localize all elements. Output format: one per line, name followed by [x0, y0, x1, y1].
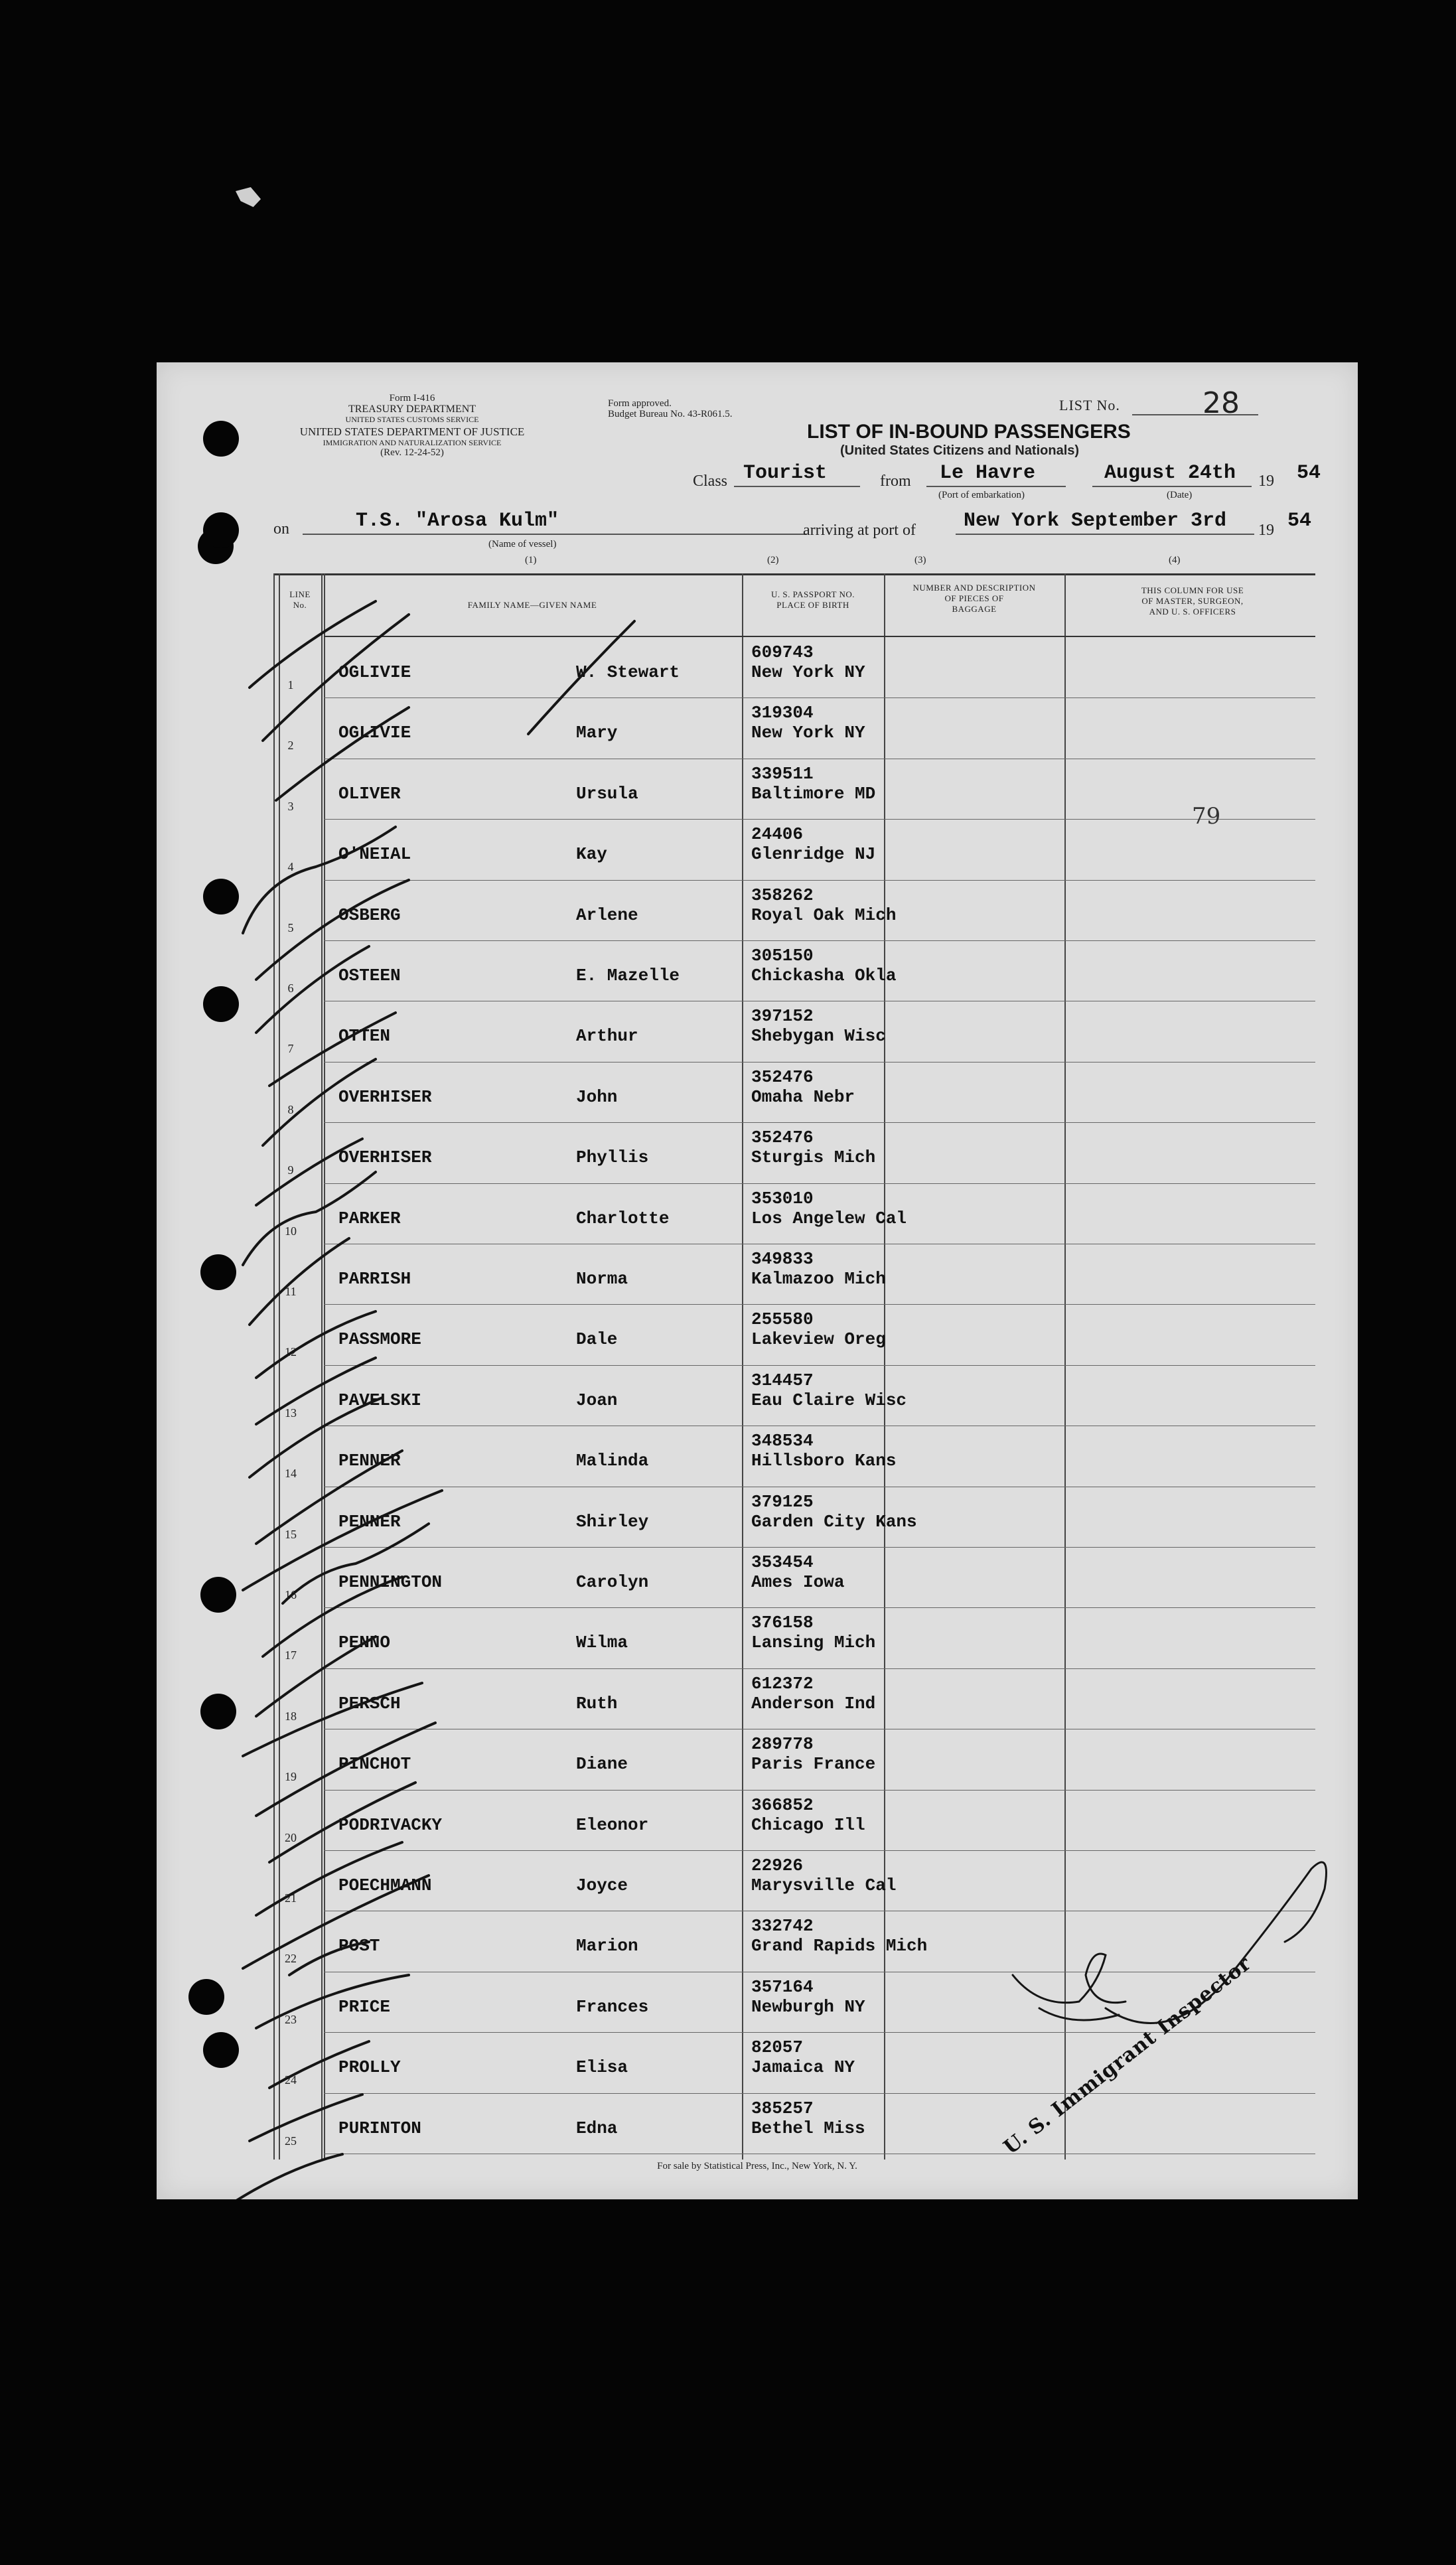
place-of-birth: Paris France: [751, 1754, 876, 1775]
family-name: PAVELSKI: [338, 1390, 421, 1410]
form-title: LIST OF IN-BOUND PASSENGERS: [807, 421, 1131, 443]
given-name: Shirley: [576, 1511, 649, 1532]
passport-number: 379125: [751, 1491, 814, 1512]
row-line-number: 15: [285, 1527, 297, 1541]
year-suffix: 54: [1297, 462, 1321, 484]
family-name: POECHMANN: [338, 1875, 432, 1895]
col-num-1: (1): [525, 555, 537, 565]
port-line: [926, 486, 1066, 487]
row-line-number: 9: [287, 1163, 294, 1177]
passenger-table: [273, 573, 1315, 2160]
given-name: Eleonor: [576, 1814, 649, 1835]
row-divider: [324, 2093, 1315, 2094]
family-name: OGLIVIE: [338, 662, 411, 682]
row-line-number: 22: [285, 1952, 297, 1966]
passport-number: 22926: [751, 1856, 804, 1875]
place-of-birth: Royal Oak Mich: [751, 905, 897, 925]
family-name: OSTEEN: [338, 966, 401, 986]
place-of-birth: Omaha Nebr: [751, 1086, 855, 1107]
row-line-number: 21: [285, 1891, 297, 1905]
family-name: PERSCH: [338, 1693, 401, 1714]
row-line-number: 17: [285, 1649, 297, 1662]
row-line-number: 7: [287, 1042, 294, 1056]
col-border: [324, 573, 325, 2160]
row-divider: [324, 1365, 1315, 1366]
form-subtitle: (United States Citizens and Nationals): [840, 443, 1080, 458]
header-name: FAMILY NAME—GIVEN NAME: [467, 600, 597, 610]
passport-number: 349833: [751, 1249, 814, 1269]
col-border: [884, 573, 885, 2160]
family-name: OSBERG: [338, 905, 401, 925]
treasury-dept: TREASURY DEPARTMENT: [348, 403, 476, 415]
passport-number: 353454: [751, 1552, 814, 1572]
family-name: POST: [338, 1936, 380, 1956]
handwritten-number: 79: [1192, 803, 1221, 830]
col-border: [742, 573, 743, 2160]
punch-hole: [188, 1979, 224, 2015]
col-num-3: (3): [914, 555, 926, 565]
passport-number: 82057: [751, 2037, 804, 2058]
col-num-2: (2): [767, 555, 779, 565]
punch-hole: [200, 1694, 236, 1729]
given-name: Kay: [576, 844, 607, 865]
passport-number: 305150: [751, 946, 814, 966]
row-line-number: 3: [287, 799, 294, 813]
justice-dept: UNITED STATES DEPARTMENT OF JUSTICE: [299, 425, 525, 438]
given-name: Ursula: [576, 783, 638, 804]
row-line-number: 18: [285, 1709, 297, 1723]
family-name: PRICE: [338, 1996, 391, 2017]
row-line-number: 23: [285, 2012, 297, 2026]
row-divider: [324, 1668, 1315, 1669]
date-caption: (Date): [1167, 490, 1193, 500]
vessel-line: [303, 534, 807, 535]
passport-number: 612372: [751, 1673, 814, 1694]
family-name: OGLIVIE: [338, 723, 411, 743]
arrival-line: [956, 534, 1254, 535]
header-passport: U. S. PASSPORT NO. PLACE OF BIRTH: [771, 589, 855, 610]
col-border: [1064, 573, 1066, 2160]
place-of-birth: Eau Claire Wisc: [751, 1390, 907, 1410]
list-no-value: 28: [1202, 386, 1240, 420]
given-name: Malinda: [576, 1451, 649, 1471]
place-of-birth: Lakeview Oreg: [751, 1329, 886, 1350]
passport-number: 348534: [751, 1431, 814, 1451]
row-line-number: 2: [287, 739, 294, 753]
row-line-number: 4: [287, 860, 294, 874]
date-value: August 24th: [1104, 462, 1236, 484]
vessel-value: T.S. "Arosa Kulm": [356, 510, 559, 532]
row-divider: [324, 1062, 1315, 1063]
row-divider: [324, 940, 1315, 941]
passport-number: 339511: [751, 763, 814, 784]
row-divider: [324, 1607, 1315, 1608]
passport-number: 332742: [751, 1916, 814, 1937]
port-caption: (Port of embarkation): [938, 490, 1025, 500]
passport-number: 397152: [751, 1006, 814, 1027]
row-line-number: 12: [285, 1345, 297, 1359]
row-divider: [324, 819, 1315, 820]
passport-number: 24406: [751, 824, 804, 845]
from-label: from: [880, 473, 911, 490]
family-name: O'NEIAL: [338, 844, 411, 865]
given-name: W. Stewart: [576, 662, 680, 682]
family-name: OTTEN: [338, 1026, 391, 1047]
budget-bureau: Budget Bureau No. 43-R061.5.: [608, 409, 733, 419]
family-name: PROLLY: [338, 2057, 401, 2078]
row-divider: [324, 1850, 1315, 1851]
arrival-year-prefix: 19: [1258, 522, 1274, 539]
row-line-number: 13: [285, 1406, 297, 1420]
punch-hole: [203, 986, 239, 1022]
punch-hole: [203, 879, 239, 915]
passport-number: 352476: [751, 1128, 814, 1148]
ins-service: IMMIGRATION AND NATURALIZATION SERVICE: [323, 438, 502, 447]
passport-number: 255580: [751, 1309, 814, 1330]
place-of-birth: Chicago Ill: [751, 1814, 865, 1835]
class-value: Tourist: [743, 462, 828, 484]
arrival-year-suffix: 54: [1287, 510, 1312, 532]
col-border: [273, 573, 275, 2160]
passport-number: 352476: [751, 1066, 814, 1087]
class-line: [734, 486, 860, 487]
place-of-birth: Sturgis Mich: [751, 1147, 876, 1168]
given-name: John: [576, 1086, 618, 1107]
given-name: Marion: [576, 1936, 638, 1956]
given-name: Frances: [576, 1996, 649, 2017]
place-of-birth: Bethel Miss: [751, 2118, 865, 2138]
passport-number: 319304: [751, 703, 814, 723]
row-line-number: 8: [287, 1102, 294, 1116]
port-value: Le Havre: [940, 462, 1036, 484]
class-label: Class: [693, 473, 728, 490]
footer-printer: For sale by Statistical Press, Inc., New York, N. Y.: [657, 2161, 857, 2171]
punch-hole: [203, 512, 239, 548]
given-name: Dale: [576, 1329, 618, 1350]
row-line-number: 24: [285, 2073, 297, 2087]
header-officers: THIS COLUMN FOR USE OF MASTER, SURGEON, AND U. S. OFFICERS: [1141, 585, 1244, 617]
family-name: PARRISH: [338, 1269, 411, 1289]
family-name: PASSMORE: [338, 1329, 421, 1350]
given-name: Joyce: [576, 1875, 628, 1895]
manifest-sheet: [157, 362, 1358, 2199]
revision-date: (Rev. 12-24-52): [380, 447, 444, 458]
place-of-birth: Anderson Ind: [751, 1693, 876, 1714]
row-divider: [324, 1790, 1315, 1791]
row-divider: [324, 1547, 1315, 1548]
given-name: Phyllis: [576, 1147, 649, 1168]
row-line-number: 10: [285, 1224, 297, 1238]
place-of-birth: Grand Rapids Mich: [751, 1936, 928, 1956]
header-baggage: NUMBER AND DESCRIPTION OF PIECES OF BAGGAGE: [912, 583, 1036, 614]
place-of-birth: Shebygan Wisc: [751, 1026, 886, 1047]
place-of-birth: Baltimore MD: [751, 783, 876, 804]
header-line-no: LINE No.: [289, 589, 311, 610]
punch-hole: [200, 1254, 236, 1290]
given-name: Diane: [576, 1754, 628, 1775]
on-label: on: [273, 520, 289, 538]
col-border: [321, 573, 323, 2160]
row-line-number: 6: [287, 982, 294, 995]
passport-number: 357164: [751, 1976, 814, 1997]
family-name: OVERHISER: [338, 1147, 432, 1168]
punch-hole: [203, 2032, 239, 2068]
place-of-birth: New York NY: [751, 662, 865, 682]
place-of-birth: Hillsboro Kans: [751, 1451, 897, 1471]
row-line-number: 1: [287, 678, 294, 692]
row-line-number: 16: [285, 1588, 297, 1601]
row-divider: [324, 1183, 1315, 1184]
given-name: Carolyn: [576, 1572, 649, 1592]
passport-number: 353010: [751, 1188, 814, 1209]
passport-number: 385257: [751, 2098, 814, 2118]
family-name: PINCHOT: [338, 1754, 411, 1775]
vessel-caption: (Name of vessel): [488, 539, 557, 550]
family-name: PURINTON: [338, 2118, 421, 2138]
given-name: Arlene: [576, 905, 638, 925]
family-name: PODRIVACKY: [338, 1814, 443, 1835]
punch-hole: [203, 421, 239, 457]
given-name: E. Mazelle: [576, 966, 680, 986]
place-of-birth: Jamaica NY: [751, 2057, 855, 2078]
customs-service: UNITED STATES CUSTOMS SERVICE: [345, 415, 479, 424]
arrival-value: New York September 3rd: [964, 510, 1227, 532]
family-name: PENNER: [338, 1511, 401, 1532]
form-approved: Form approved.: [608, 398, 672, 409]
form-number: Form I-416: [389, 393, 435, 403]
year-prefix: 19: [1258, 473, 1274, 490]
row-line-number: 14: [285, 1467, 297, 1481]
place-of-birth: Marysville Cal: [751, 1875, 897, 1895]
given-name: Mary: [576, 723, 618, 743]
given-name: Arthur: [576, 1026, 638, 1047]
family-name: PARKER: [338, 1208, 401, 1228]
table-top-border: [273, 573, 1315, 575]
place-of-birth: Glenridge NJ: [751, 844, 876, 865]
row-divider: [324, 880, 1315, 881]
col-num-4: (4): [1169, 555, 1181, 565]
given-name: Charlotte: [576, 1208, 670, 1228]
given-name: Ruth: [576, 1693, 618, 1714]
place-of-birth: Ames Iowa: [751, 1572, 845, 1592]
row-divider: [324, 1122, 1315, 1123]
header-bottom-border: [324, 636, 1315, 637]
given-name: Joan: [576, 1390, 618, 1410]
given-name: Wilma: [576, 1633, 628, 1653]
inspector-stamp: U. S. Immigrant Inspector: [999, 1952, 1256, 2160]
family-name: PENNINGTON: [338, 1572, 443, 1592]
place-of-birth: Chickasha Okla: [751, 966, 897, 986]
list-no-label: LIST No.: [1059, 397, 1120, 413]
row-line-number: 5: [287, 920, 294, 934]
arriving-label: arriving at port of: [803, 522, 916, 539]
passport-number: 289778: [751, 1734, 814, 1755]
passport-number: 609743: [751, 642, 814, 662]
row-line-number: 20: [285, 1830, 297, 1844]
row-line-number: 11: [285, 1285, 297, 1298]
place-of-birth: Kalmazoo Mich: [751, 1269, 886, 1289]
family-name: PENNO: [338, 1633, 391, 1653]
family-name: OLIVER: [338, 783, 401, 804]
place-of-birth: New York NY: [751, 723, 865, 743]
given-name: Norma: [576, 1269, 628, 1289]
row-line-number: 25: [285, 2134, 297, 2148]
row-line-number: 19: [285, 1770, 297, 1784]
passport-number: 314457: [751, 1370, 814, 1390]
punch-hole: [200, 1577, 236, 1613]
family-name: PENNER: [338, 1451, 401, 1471]
passport-number: 366852: [751, 1795, 814, 1815]
place-of-birth: Newburgh NY: [751, 1996, 865, 2017]
place-of-birth: Garden City Kans: [751, 1511, 917, 1532]
place-of-birth: Los Angelew Cal: [751, 1208, 907, 1228]
date-line: [1092, 486, 1252, 487]
row-divider: [324, 1304, 1315, 1305]
passport-number: 376158: [751, 1613, 814, 1633]
place-of-birth: Lansing Mich: [751, 1633, 876, 1653]
family-name: OVERHISER: [338, 1086, 432, 1107]
given-name: Edna: [576, 2118, 618, 2138]
scan-speck: [236, 187, 261, 207]
passport-number: 358262: [751, 885, 814, 905]
given-name: Elisa: [576, 2057, 628, 2078]
row-divider: [324, 697, 1315, 698]
